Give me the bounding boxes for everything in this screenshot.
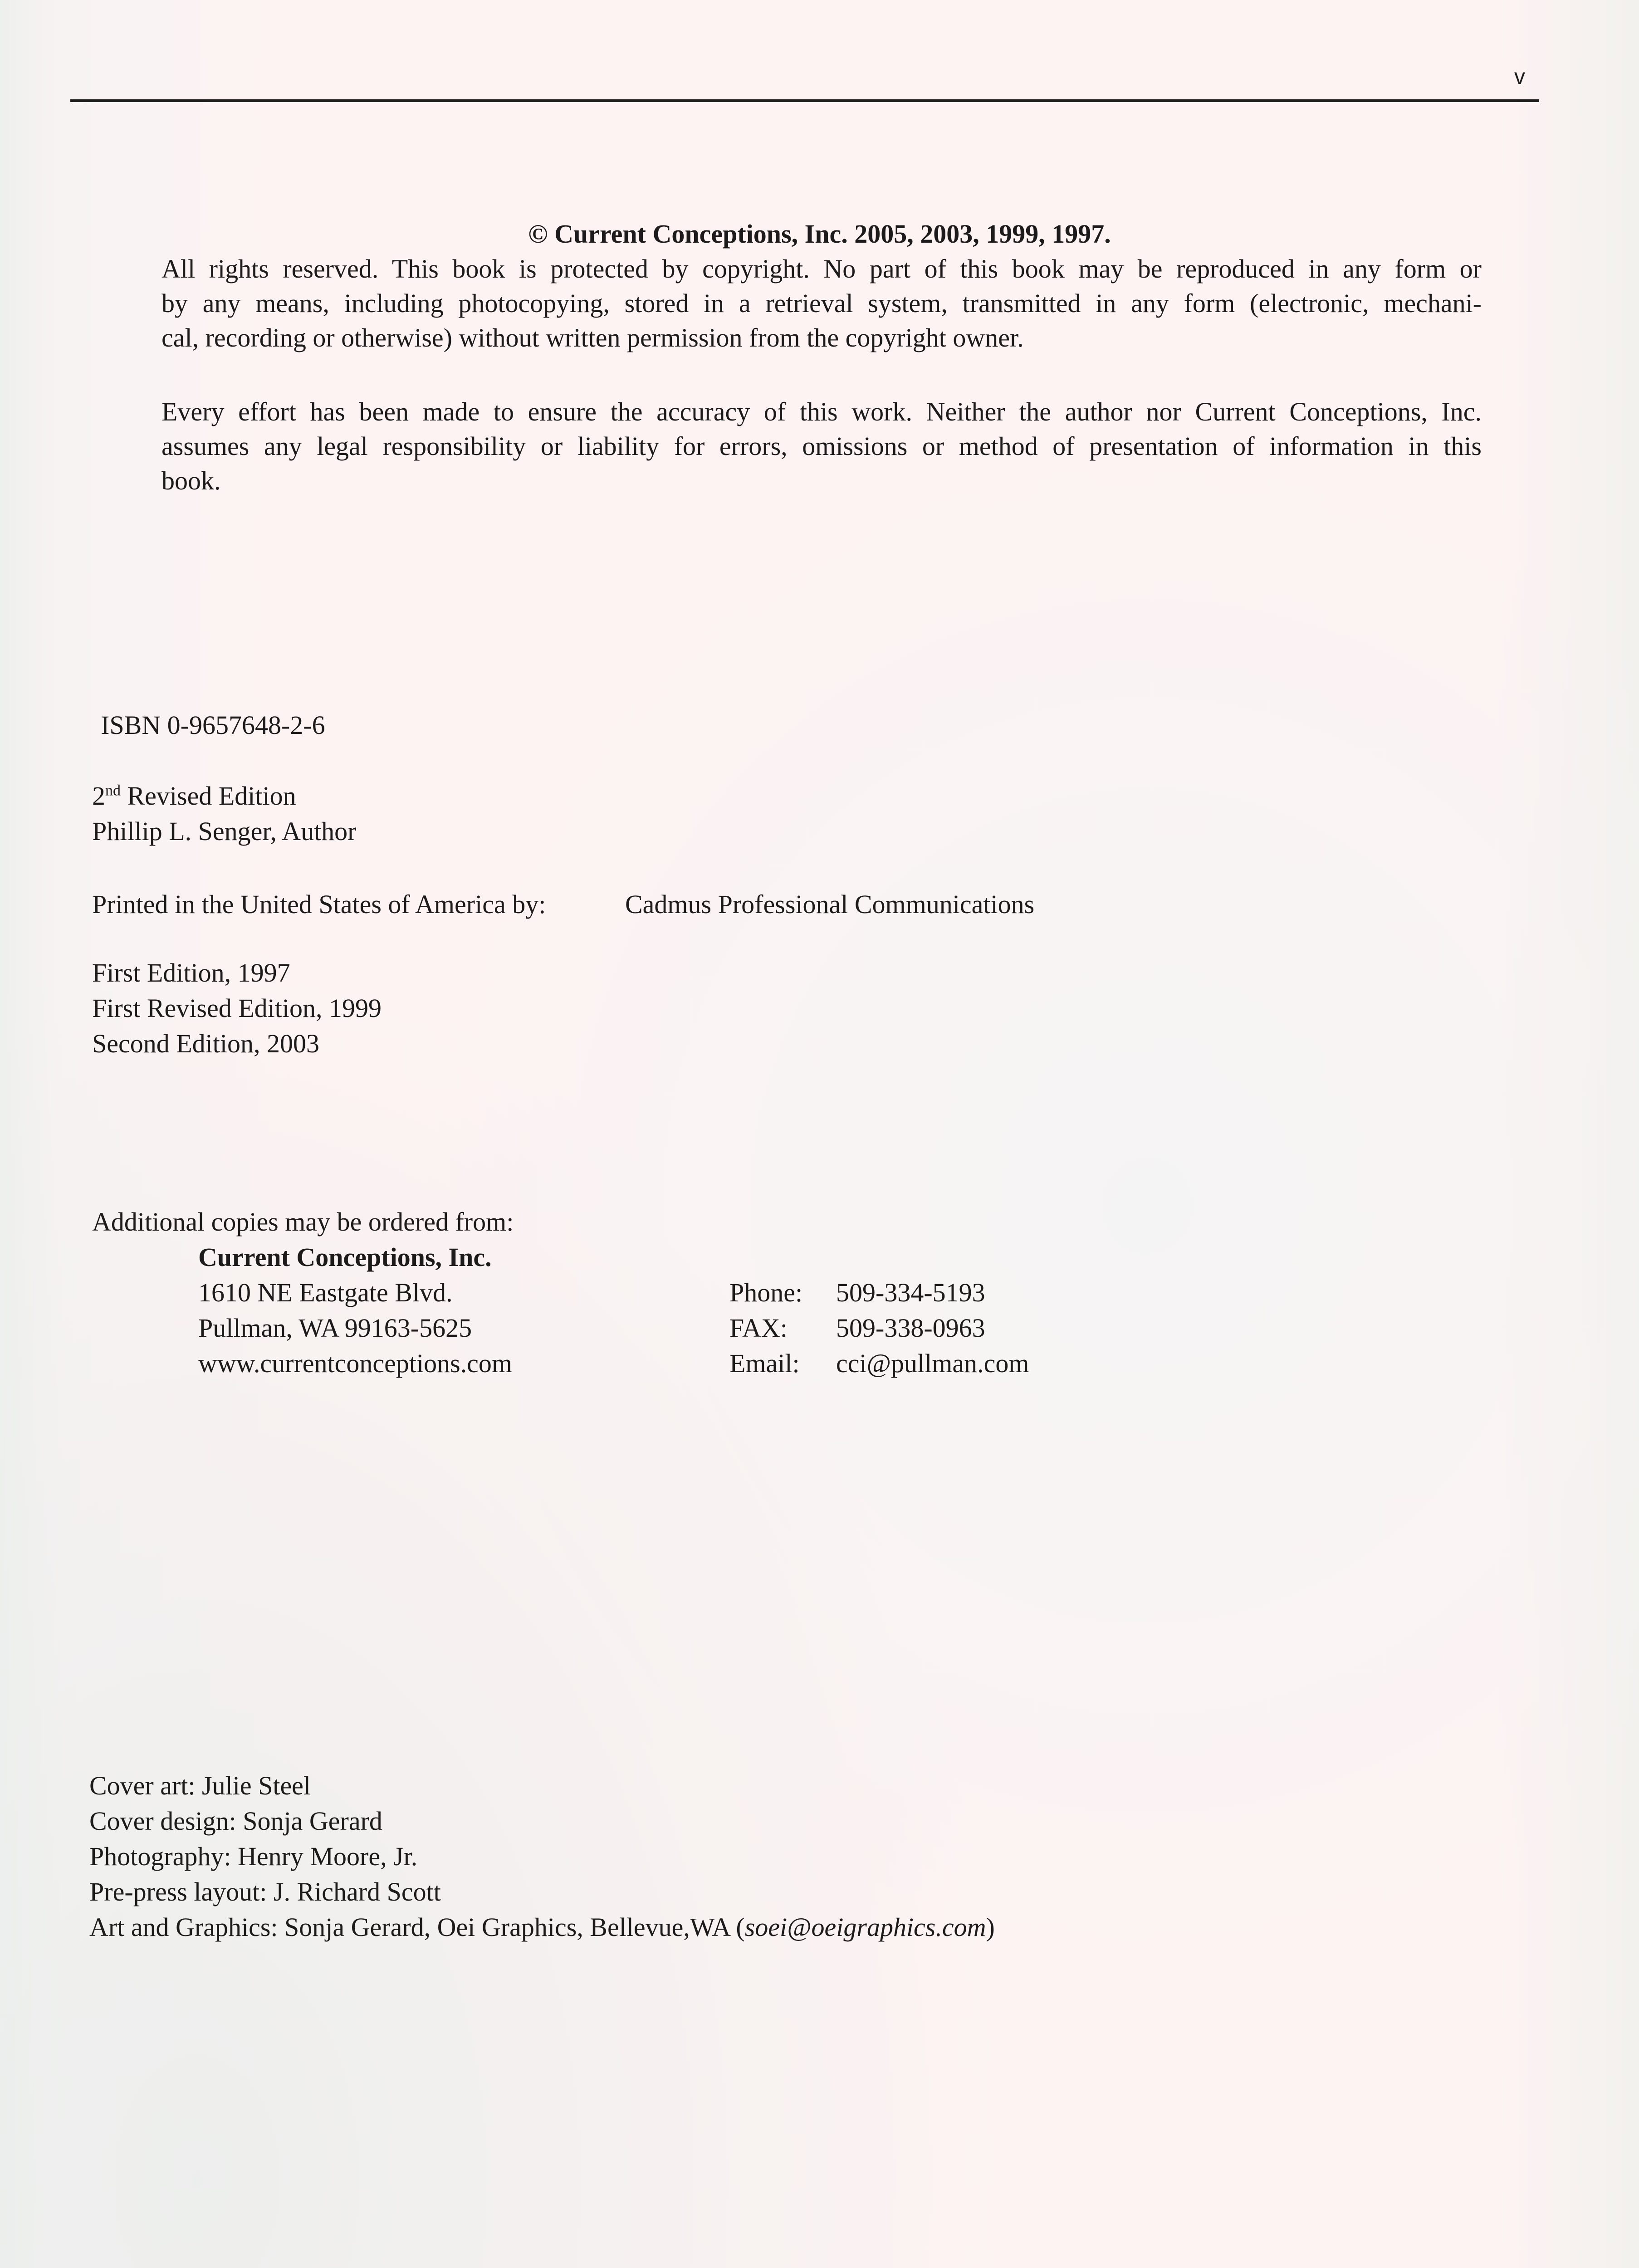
publisher-address — [198, 1240, 512, 1381]
disclaimer-line: Every effort has been made to ensure the accuracy of this work. Neither the author nor Current Conceptions, Inc. — [161, 397, 1482, 426]
credit-prepress: Pre-press layout: J. Richard Scott — [89, 1877, 441, 1906]
credit-graphics — [89, 1910, 995, 1945]
rights-line: cal, recording or otherwise) without written permission from the copyright owner. — [161, 323, 1024, 352]
fax-label: FAX: — [729, 1313, 788, 1343]
graphics-text: Art and Graphics: Sonja Gerard, Oei Graphics, Bellevue,WA ( — [89, 1912, 745, 1942]
printer-name: Cadmus Professional Communications — [625, 890, 1035, 919]
credit-cover-design: Cover design: Sonja Gerard — [89, 1806, 382, 1836]
graphics-close: ) — [986, 1912, 995, 1942]
website-link[interactable]: www.currentconceptions.com — [198, 1349, 513, 1378]
disclaimer-paragraph — [161, 395, 1482, 498]
email-link[interactable]: cci@pullman.com — [836, 1349, 1029, 1378]
address-line: Pullman, WA 99163-5625 — [198, 1313, 472, 1343]
contact-details — [729, 1275, 1029, 1381]
rights-paragraph — [161, 252, 1482, 355]
edition-line — [92, 778, 357, 814]
history-item: First Revised Edition, 1999 — [92, 993, 382, 1023]
publisher-name: Current Conceptions, Inc. — [198, 1242, 492, 1272]
ordering-intro: Additional copies may be ordered from: — [92, 1207, 514, 1237]
author-line: Phillip L. Senger, Author — [92, 816, 357, 846]
history-item: First Edition, 1997 — [92, 958, 290, 987]
email-label: Email: — [729, 1349, 800, 1378]
credits — [89, 1768, 995, 1945]
isbn: ISBN 0-9657648-2-6 — [101, 710, 325, 740]
edition-block — [92, 778, 357, 849]
email-line — [729, 1346, 1029, 1381]
credit-cover-art: Cover art: Julie Steel — [89, 1771, 311, 1800]
rights-line: All rights reserved. This book is protected by copyright. No part of this book may be reproduced in any form or — [161, 254, 1482, 284]
phone-line — [729, 1275, 1029, 1310]
address-line: 1610 NE Eastgate Blvd. — [198, 1278, 453, 1307]
rights-line: by any means, including photocopying, stored in a retrieval system, transmitted in any form (electronic, mechani- — [161, 288, 1482, 318]
disclaimer-line: assumes any legal responsibility or liability for errors, omissions or method of presentation of information in this — [161, 431, 1482, 461]
fax-line — [729, 1310, 1029, 1346]
page-number: v — [1514, 65, 1525, 89]
copyright-title: © Current Conceptions, Inc. 2005, 2003, 1999, 1997. — [528, 219, 1111, 249]
edition-suffix: nd — [105, 782, 121, 799]
header-rule — [70, 99, 1539, 102]
edition-history — [92, 955, 382, 1061]
credit-photography: Photography: Henry Moore, Jr. — [89, 1842, 418, 1871]
disclaimer-line: book. — [161, 466, 221, 495]
edition-number: 2 — [92, 781, 105, 811]
edition-label: Revised Edition — [121, 781, 296, 811]
graphics-email-link[interactable]: soei@oeigraphics.com — [744, 1912, 986, 1942]
phone-label: Phone: — [729, 1278, 803, 1307]
fax-value: 509-338-0963 — [836, 1313, 985, 1343]
phone-value: 509-334-5193 — [836, 1278, 985, 1307]
printed-by-label: Printed in the United States of America by: — [92, 890, 546, 919]
history-item: Second Edition, 2003 — [92, 1029, 320, 1058]
